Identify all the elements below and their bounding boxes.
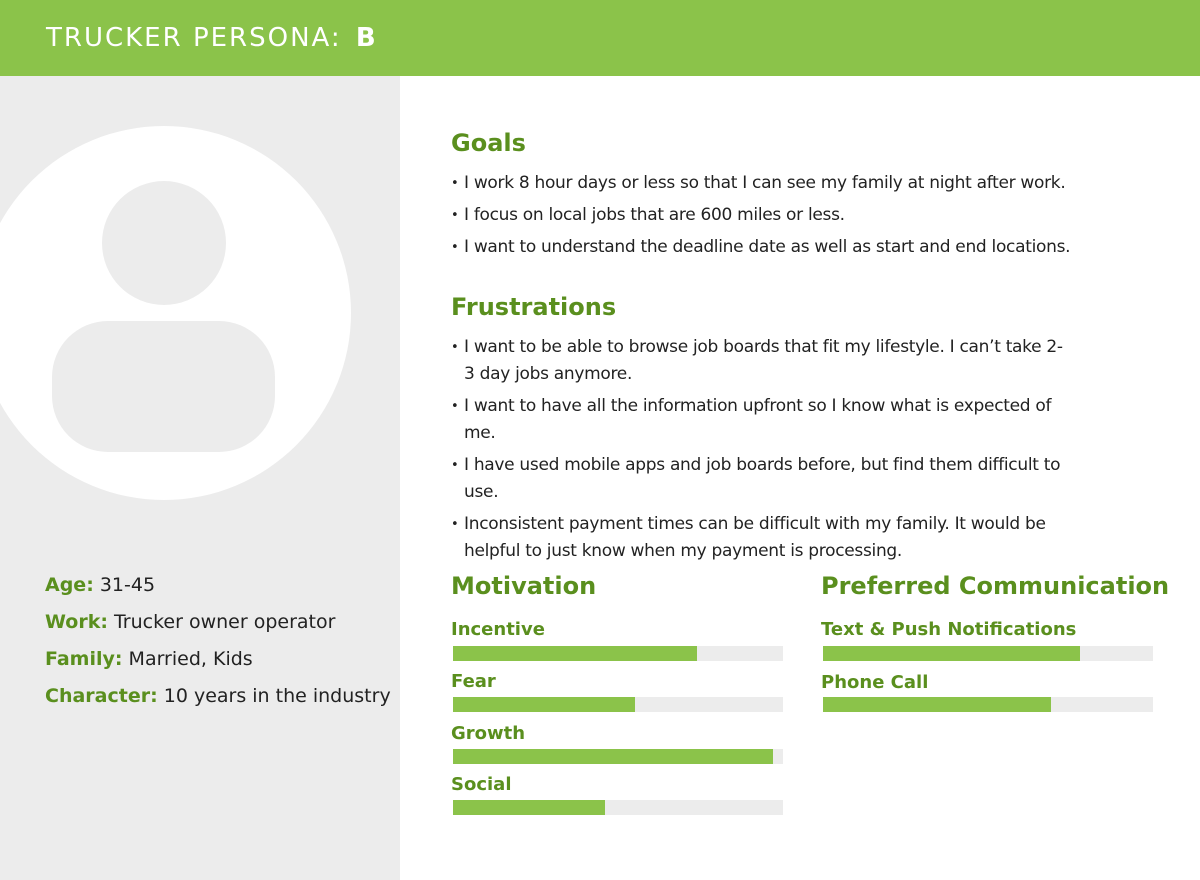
motivation-bar-fear (453, 697, 783, 712)
bar-fill (453, 697, 635, 712)
communication-label-phone: Phone Call (821, 672, 929, 693)
frustrations-heading: Frustrations (451, 293, 617, 321)
frustration-item: • Inconsistent payment times can be difficult with my family. It would be helpful to just know when my payment is processing. (451, 511, 1071, 565)
avatar-body-icon (52, 321, 275, 452)
frustrations-list (451, 334, 1071, 570)
motivation-bar-growth (453, 749, 783, 764)
profile-sidebar (0, 76, 400, 880)
goals-list (451, 170, 1131, 266)
frustration-item: • I want to be able to browse job boards that fit my lifestyle. I can’t take 2-3 day jobs anymore. (451, 334, 1071, 388)
avatar-head-icon (102, 181, 226, 305)
profile-facts (45, 574, 391, 722)
bar-fill (823, 697, 1051, 712)
bar-fill (453, 800, 605, 815)
page-title (46, 22, 378, 54)
fact-work: Work: Trucker owner operator (45, 611, 336, 633)
bar-fill (453, 749, 773, 764)
fact-character: Character: 10 years in the industry (45, 685, 391, 707)
goals-heading: Goals (451, 129, 526, 157)
fact-age: Age: 31-45 (45, 574, 156, 596)
frustration-item: • I have used mobile apps and job boards before, but find them difficult to use. (451, 452, 1071, 506)
fact-family: Family: Married, Kids (45, 648, 253, 670)
communication-bar-phone (823, 697, 1153, 712)
motivation-heading: Motivation (451, 572, 597, 600)
motivation-label-social: Social (451, 774, 512, 795)
frustration-item: • I want to have all the information upfront so I know what is expected of me. (451, 393, 1071, 447)
communication-bar-text (823, 646, 1153, 661)
motivation-bar-incentive (453, 646, 783, 661)
motivation-label-incentive: Incentive (451, 619, 545, 640)
goal-item: • I focus on local jobs that are 600 miles or less. (451, 202, 1131, 229)
communication-heading: Preferred Communication (821, 572, 1170, 600)
bar-fill (823, 646, 1080, 661)
motivation-label-fear: Fear (451, 671, 496, 692)
persona-letter: B (355, 23, 378, 53)
motivation-label-growth: Growth (451, 723, 526, 744)
communication-label-text: Text & Push Notifications (821, 619, 1077, 640)
motivation-bar-social (453, 800, 783, 815)
avatar (0, 126, 351, 500)
bar-fill (453, 646, 697, 661)
header-banner (0, 0, 1200, 76)
title-prefix: TRUCKER PERSONA: (46, 23, 342, 53)
goal-item: • I work 8 hour days or less so that I can see my family at night after work. (451, 170, 1131, 197)
goal-item: • I want to understand the deadline date as well as start and end locations. (451, 234, 1131, 261)
